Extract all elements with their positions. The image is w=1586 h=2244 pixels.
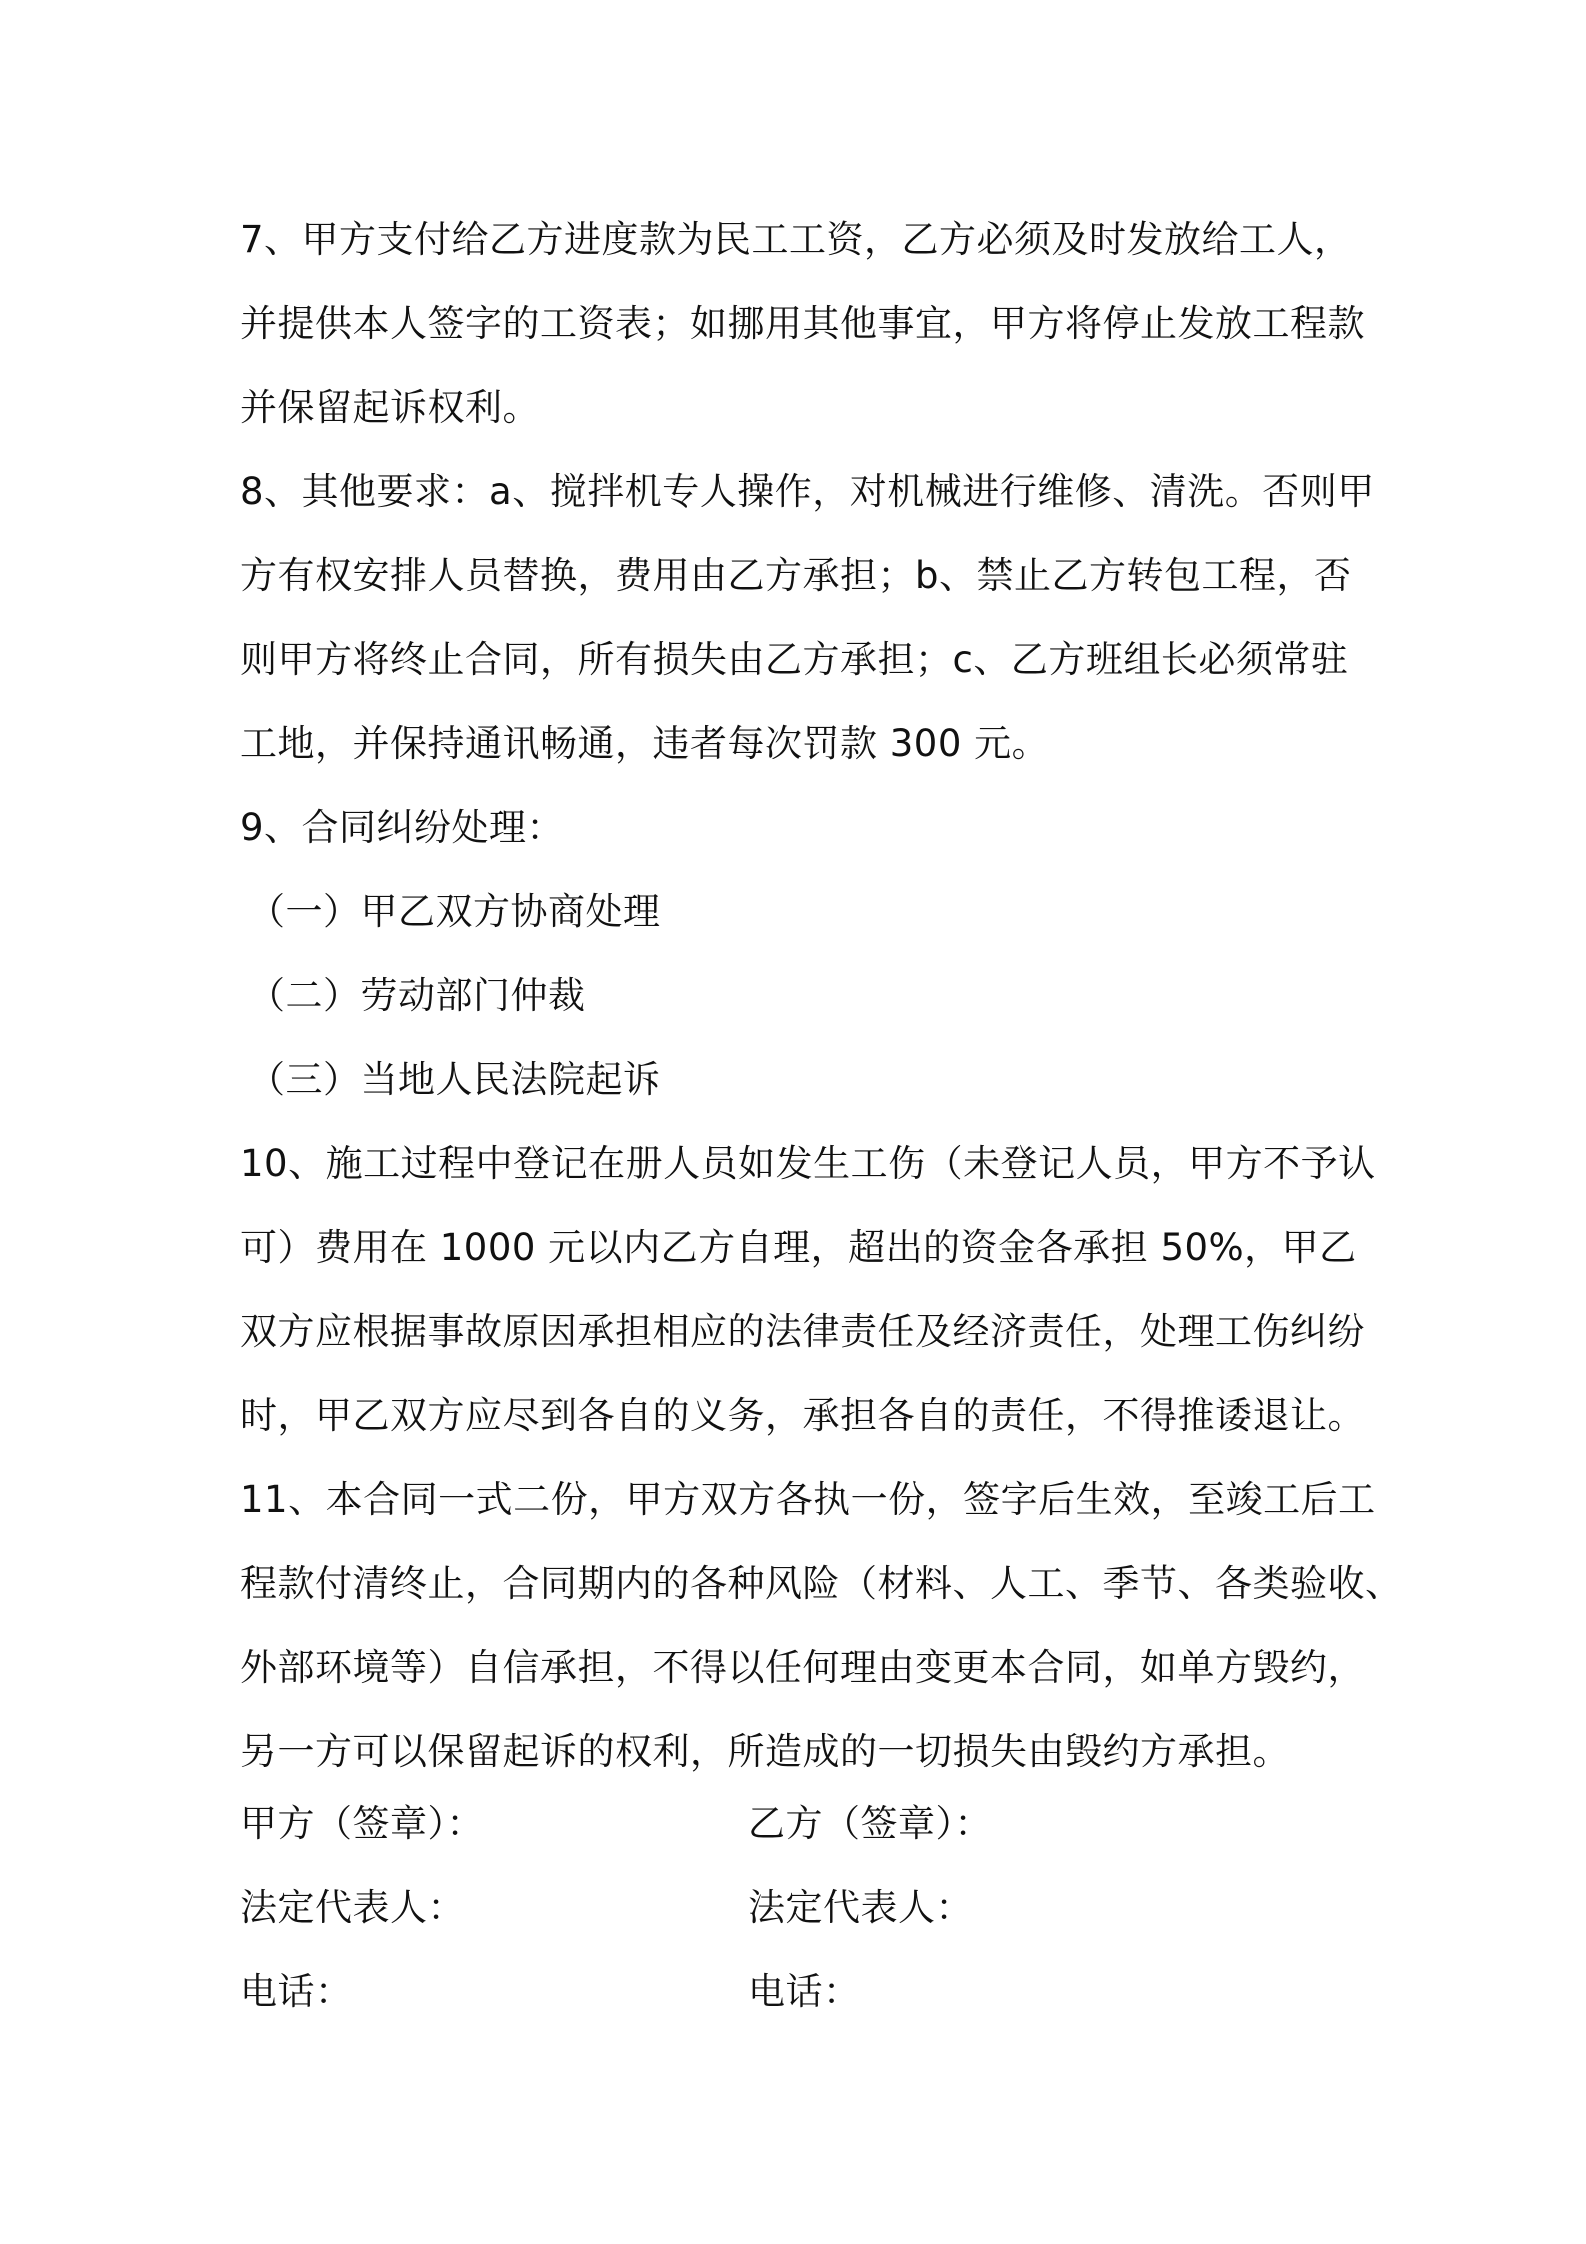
signature-block [240, 1782, 1360, 2034]
party-b-representative-label: 法定代表人： [748, 1886, 973, 1929]
signature-row-phone [240, 1950, 1360, 2034]
signature-row-representative [240, 1866, 1360, 1950]
clause-7-line: 并提供本人签字的工资表；如挪用其他事宜，甲方将停止发放工程款 [240, 302, 1365, 345]
clause-11-line: 外部环境等）自信承担，不得以任何理由变更本合同，如单方毁约， [240, 1646, 1365, 1689]
clause-11-line: 另一方可以保留起诉的权利，所造成的一切损失由毁约方承担。 [240, 1730, 1290, 1773]
signature-row-seal [240, 1782, 1360, 1866]
dispute-option-3: （三）当地人民法院起诉 [248, 1058, 661, 1101]
clause-9 [240, 786, 1360, 1122]
clause-8-line: 则甲方将终止合同，所有损失由乙方承担；c、乙方班组长必须常驻 [240, 638, 1349, 681]
clause-8-line: 8、其他要求：a、搅拌机专人操作，对机械进行维修、清洗。否则甲 [240, 470, 1375, 513]
dispute-option-1: （一）甲乙双方协商处理 [248, 890, 661, 933]
clause-10-line: 可）费用在 1000 元以内乙方自理，超出的资金各承担 50%，甲乙 [240, 1226, 1357, 1269]
clause-10-line: 双方应根据事故原因承担相应的法律责任及经济责任，处理工伤纠纷 [240, 1310, 1365, 1353]
clause-9-title: 9、合同纠纷处理： [240, 806, 565, 849]
clause-11-line: 程款付清终止，合同期内的各种风险（材料、人工、季节、各类验收、 [240, 1562, 1403, 1605]
party-b-phone-label: 电话： [748, 1970, 861, 2013]
party-a-phone-label: 电话： [240, 1970, 353, 2013]
clause-8-line: 工地，并保持通讯畅通，违者每次罚款 300 元。 [240, 722, 1050, 765]
clause-7-line: 并保留起诉权利。 [240, 386, 540, 429]
party-a-representative-label: 法定代表人： [240, 1886, 465, 1929]
clause-10-line: 10、施工过程中登记在册人员如发生工伤（未登记人员，甲方不予认 [240, 1142, 1376, 1185]
clause-10-line: 时，甲乙双方应尽到各自的义务，承担各自的责任，不得推诿退让。 [240, 1394, 1365, 1437]
contract-body [240, 198, 1403, 1794]
clause-10 [240, 1122, 1376, 1458]
clause-7 [240, 198, 1365, 450]
clause-11 [240, 1458, 1403, 1794]
clause-8 [240, 450, 1375, 786]
party-a-seal-label: 甲方（签章）： [240, 1802, 484, 1845]
clause-8-line: 方有权安排人员替换，费用由乙方承担；b、禁止乙方转包工程，否 [240, 554, 1352, 597]
clause-11-line: 11、本合同一式二份，甲方双方各执一份，签字后生效，至竣工后工 [240, 1478, 1376, 1521]
dispute-option-2: （二）劳动部门仲裁 [248, 974, 586, 1017]
party-b-seal-label: 乙方（签章）： [748, 1802, 992, 1845]
clause-7-line: 7、甲方支付给乙方进度款为民工工资，乙方必须及时发放给工人， [240, 218, 1352, 261]
